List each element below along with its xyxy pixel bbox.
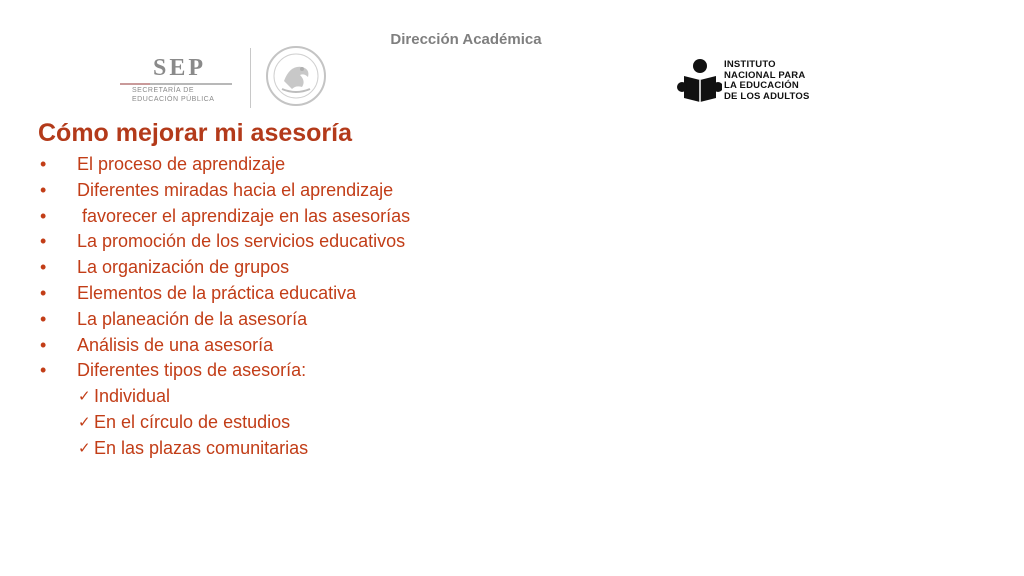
sep-logo-word: SEP [153,55,207,81]
slide-title: Cómo mejorar mi asesoría [38,119,353,147]
reader-icon [676,58,722,106]
list-item: • El proceso de aprendizaje [38,152,410,178]
mexican-seal-icon [262,45,330,107]
inea-logo-text [724,60,810,102]
sep-logo-bar-accent [120,83,150,85]
inea-line-1: INSTITUTO [724,59,776,70]
inea-line-2: NACIONAL PARA [724,69,806,81]
inea-logo [676,58,836,108]
sep-logo-line2: EDUCACIÓN PÚBLICA [132,96,215,103]
sep-logo [116,50,234,110]
topic-list [38,152,410,462]
department-header: Dirección Académica [390,31,542,48]
checkmark-icon: ✓ [78,438,91,457]
list-item: • La planeación de la asesoría [38,307,410,333]
sub-list-item [38,410,410,436]
sub-list-item [38,436,410,462]
list-item: • Elementos de la práctica educativa [38,281,410,307]
sub-list-item-label: Individual [94,386,171,407]
inea-line-4: DE LOS ADULTOS [724,90,810,102]
sub-list-item [38,384,410,410]
sub-list-item-label: En las plazas comunitarias [94,437,309,458]
list-item: • La organización de grupos [38,255,410,281]
list-item: • Análisis de una asesoría [38,333,410,359]
sep-logo-line1: SECRETARÍA DE [132,87,194,94]
checkmark-icon: ✓ [78,387,91,406]
list-item: • Diferentes miradas hacia el aprendizaje [38,178,410,204]
checkmark-icon: ✓ [78,412,91,431]
list-item: • favorecer el aprendizaje en las asesorías [38,204,410,230]
logo-divider [250,48,251,108]
list-item: • La promoción de los servicios educativos [38,229,410,255]
inea-line-3: LA EDUCACIÓN [724,80,799,91]
sub-list-item-label: En el círculo de estudios [94,411,291,432]
list-item: • Diferentes tipos de asesoría: [38,358,410,384]
